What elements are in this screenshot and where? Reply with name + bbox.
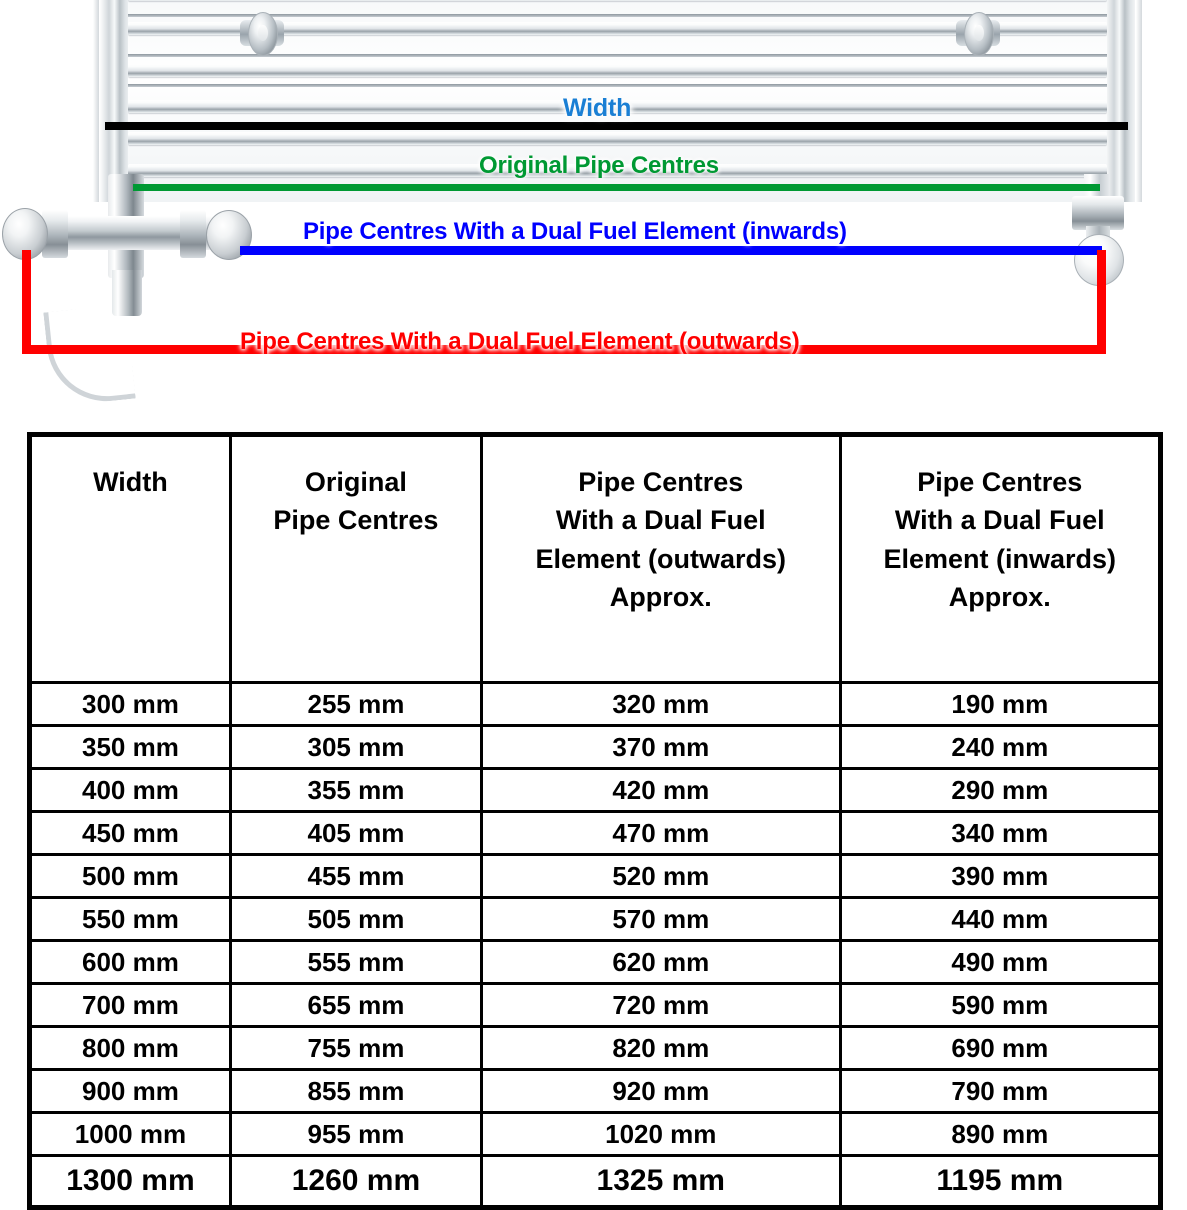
table-cell-col2: 555 mm [230, 941, 481, 984]
table-cell-col1: 700 mm [30, 984, 231, 1027]
table-cell-col2: 1260 mm [230, 1156, 481, 1208]
rail-side-frame-right [1105, 0, 1135, 202]
table-row [30, 1027, 1161, 1070]
table-cell-col4: 240 mm [840, 726, 1160, 769]
table-cell-col3: 720 mm [481, 984, 840, 1027]
table-cell-col1: 500 mm [30, 855, 231, 898]
table-row [30, 683, 1161, 726]
rail-bar [128, 132, 1107, 145]
table-row [30, 769, 1161, 812]
table-cell-col2: 755 mm [230, 1027, 481, 1070]
table-cell-col4: 590 mm [840, 984, 1160, 1027]
table-row [30, 812, 1161, 855]
table-header-row [30, 435, 1161, 683]
outwards-pipe-centres-measure-label: Pipe Centres With a Dual Fuel Element (outwards) [240, 328, 800, 355]
table-cell-col2: 855 mm [230, 1070, 481, 1113]
table-cell-col3: 320 mm [481, 683, 840, 726]
table-cell-col2: 405 mm [230, 812, 481, 855]
table-cell-col3: 570 mm [481, 898, 840, 941]
table-cell-col3: 470 mm [481, 812, 840, 855]
table-cell-col1: 550 mm [30, 898, 231, 941]
rail-bar [128, 0, 1107, 1]
table-cell-col1: 800 mm [30, 1027, 231, 1070]
rail-side-frame-left [100, 0, 130, 202]
table-cell-col2: 655 mm [230, 984, 481, 1027]
width-measure-label: Width [563, 94, 632, 122]
table-cell-col1: 1300 mm [30, 1156, 231, 1208]
table-row [30, 726, 1161, 769]
table-cell-col2: 505 mm [230, 898, 481, 941]
table-column-header-4: Pipe Centres With a Dual Fuel Element (inwards) Approx. [840, 435, 1160, 683]
table-cell-col2: 355 mm [230, 769, 481, 812]
table-row [30, 1113, 1161, 1156]
pipe-centres-table [27, 432, 1163, 1210]
table-row [30, 941, 1161, 984]
inwards-pipe-centres-measure-label: Pipe Centres With a Dual Fuel Element (inwards) [303, 218, 847, 245]
pipe-centres-diagram [0, 0, 1187, 420]
rail-shadow [128, 84, 1107, 87]
table-cell-col3: 920 mm [481, 1070, 840, 1113]
table-cell-col4: 190 mm [840, 683, 1160, 726]
wall-bracket-icon [956, 10, 1000, 56]
table-cell-col2: 305 mm [230, 726, 481, 769]
table-cell-col3: 620 mm [481, 941, 840, 984]
table-row [30, 984, 1161, 1027]
table-cell-col4: 1195 mm [840, 1156, 1160, 1208]
table-cell-col2: 255 mm [230, 683, 481, 726]
table-column-header-2: Original Pipe Centres [230, 435, 481, 683]
table-row [30, 898, 1161, 941]
table-cell-col1: 450 mm [30, 812, 231, 855]
wall-bracket-icon [240, 10, 284, 56]
table-body [30, 683, 1161, 1208]
table-cell-col4: 440 mm [840, 898, 1160, 941]
table-cell-col4: 690 mm [840, 1027, 1160, 1070]
table-cell-col3: 1020 mm [481, 1113, 840, 1156]
table-column-header-1: Width [30, 435, 231, 683]
table-cell-col1: 900 mm [30, 1070, 231, 1113]
table-cell-col3: 420 mm [481, 769, 840, 812]
table-cell-col1: 600 mm [30, 941, 231, 984]
table-cell-col4: 390 mm [840, 855, 1160, 898]
table-cell-col1: 1000 mm [30, 1113, 231, 1156]
table-cell-col4: 340 mm [840, 812, 1160, 855]
table-cell-col3: 1325 mm [481, 1156, 840, 1208]
table-row [30, 855, 1161, 898]
original-pipe-centres-measure-line [133, 184, 1100, 191]
table-cell-col2: 455 mm [230, 855, 481, 898]
table-cell-col1: 300 mm [30, 683, 231, 726]
table-cell-col3: 520 mm [481, 855, 840, 898]
width-measure-line [105, 122, 1128, 130]
table-cell-col1: 350 mm [30, 726, 231, 769]
valve-nut [1072, 196, 1124, 230]
table-cell-col4: 890 mm [840, 1113, 1160, 1156]
table-cell-col4: 490 mm [840, 941, 1160, 984]
table-column-header-3: Pipe Centres With a Dual Fuel Element (outwards) Approx. [481, 435, 840, 683]
table-cell-col1: 400 mm [30, 769, 231, 812]
table-cell-col3: 820 mm [481, 1027, 840, 1070]
table-row [30, 1070, 1161, 1113]
table-cell-col3: 370 mm [481, 726, 840, 769]
rail-bar [128, 64, 1107, 77]
table-row [30, 1156, 1161, 1208]
original-pipe-centres-measure-label: Original Pipe Centres [479, 152, 719, 179]
table-cell-col4: 290 mm [840, 769, 1160, 812]
table-cell-col2: 955 mm [230, 1113, 481, 1156]
table-cell-col4: 790 mm [840, 1070, 1160, 1113]
